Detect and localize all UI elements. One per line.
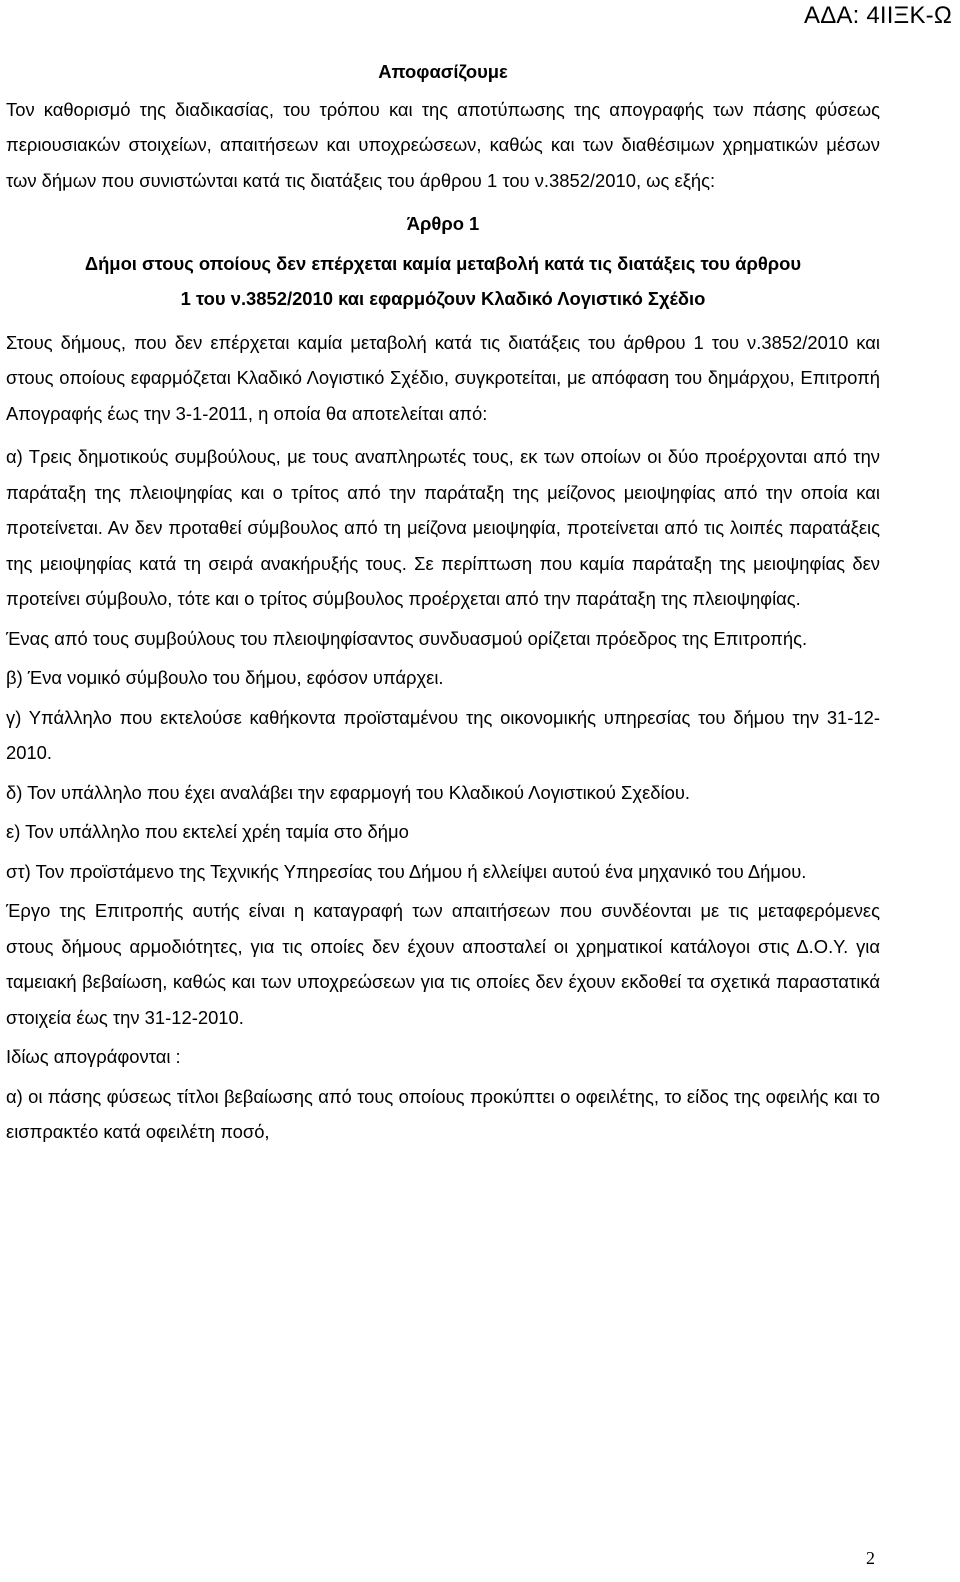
intro-paragraph: Τον καθορισμό της διαδικασίας, του τρόπου και της αποτύπωσης της απογραφής των πάσης φύσεως περιουσιακών στοιχείων, απαιτήσεων και υποχρεώσεων, καθώς και των διαθέσιμων χρηματικών μέσων των δήμων που συνιστώνται κατά τις διατάξεις του άρθρου 1 του ν.3852/2010, ως εξής: [6,98,880,191]
item-e: ε) Τον υπάλληλο που εκτελεί χρέη ταμία στο δήμο [6,821,409,842]
committee-paragraph: Στους δήμους, που δεν επέρχεται καμία μεταβολή κατά τις διατάξεις του άρθρου 1 του ν.3852/2010 και στους οποίους εφαρμόζεται Κλαδικό Λογιστικό Σχέδιο, συγκροτείται, με απόφαση του δημάρχου, Επιτροπή Απογραφής έως την 3-1-2011, η οποία θα αποτελείται από: [6,331,880,424]
page-number: 2 [866,1548,875,1568]
item-c: γ) Υπάλληλο που εκτελούσε καθήκοντα προϊσταμένου της οικονομικής υπηρεσίας του δήμου την 31-12-2010. [6,706,880,763]
item-st: στ) Τον προϊστάμενο της Τεχνικής Υπηρεσίας του Δήμου ή ελλείψει αυτού ένα μηχανικό του Δήμου. [6,860,807,882]
item-b: β) Ένα νομικό σύμβουλο του δήμου, εφόσον υπάρχει. [6,667,444,688]
article-title: Άρθρο 1 [406,213,480,234]
decision-heading: Αποφασίζουμε [378,61,508,82]
article-subtitle-line2: 1 του ν.3852/2010 και εφαρμόζουν Κλαδικό Λογιστικό Σχέδιο [180,288,706,309]
item-d: δ) Τον υπάλληλο που έχει αναλάβει την εφαρμογή του Κλαδικού Λογιστικού Σχεδίου. [6,781,690,803]
document-body [6,54,880,1150]
president-paragraph: Ένας από τους συμβούλους του πλειοψηφίσαντος συνδυασμού ορίζεται πρόεδρος της Επιτροπής. [6,627,808,649]
work-paragraph: Έργο της Επιτροπής αυτής είναι η καταγραφή των απαιτήσεων που συνδέονται με τις μεταφερόμενες στους δήμους αρμοδιότητες, για τις οποίες δεν έχουν αποσταλεί οι χρηματικοί κατάλογοι στις Δ.Ο.Υ. για ταμειακή βεβαίωση, καθώς και των υποχρεώσεων για τις οποίες δεν έχουν εκδοθεί τα σχετικά παραστατικά στοιχεία έως την 31-12-2010. [6,900,880,1028]
ada-code: ΑΔΑ: 4ΙΙΞΚ-Ω [803,2,952,29]
item-a: α) Τρεις δημοτικούς συμβούλους, με τους αναπληρωτές τους, εκ των οποίων οι δύο προέρχονται από την παράταξη της πλειοψηφίας και ο τρίτος από την παράταξη της μείζονος μειοψηφίας από την οποία και προτείνεται. Αν δεν προταθεί σύμβουλος από τη μείζονα μειοψηφία, προτείνεται από τις λοιπές παρατάξεις της μειοψηφίας κατά τη σειρά ανακήρυξής τους. Σε περίπτωση που καμία παράταξη της μειοψηφίας δεν προτείνει σύμβουλο, τότε και ο τρίτος σύμβουλος προέρχεται από την παράταξη της πλειοψηφίας. [6,446,880,609]
article-subtitle-line1: Δήμοι στους οποίους δεν επέρχεται καμία μεταβολή κατά τις διατάξεις του άρθρου [84,252,802,274]
item-a2: α) οι πάσης φύσεως τίτλοι βεβαίωσης από τους οποίους προκύπτει ο οφειλέτης, το είδος της οφειλής και το εισπρακτέο κατά οφειλέτη ποσό, [6,1085,880,1142]
specifically-paragraph: Ιδίως απογράφονται : [6,1046,181,1067]
